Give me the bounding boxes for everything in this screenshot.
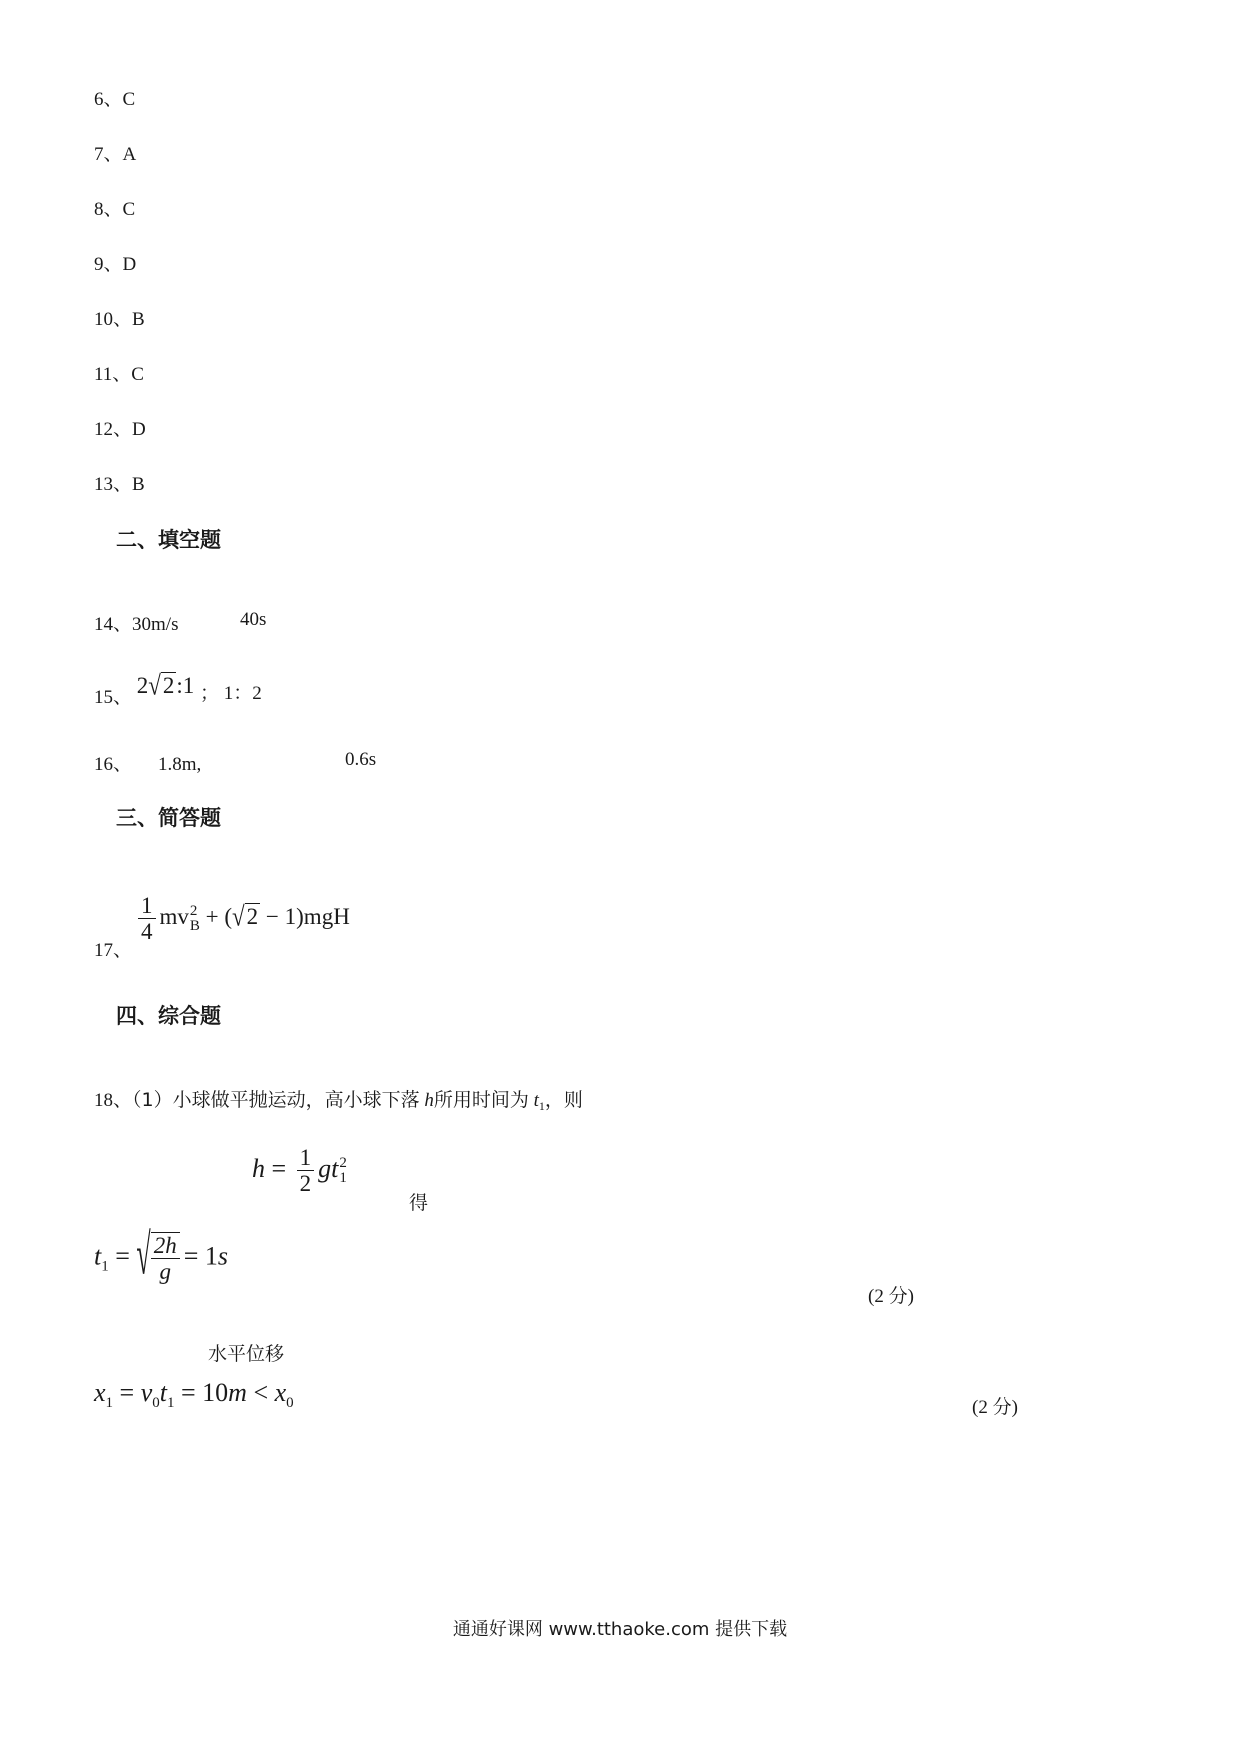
q15-number: 15、: [94, 687, 133, 708]
q16-number: 16、: [94, 754, 133, 775]
q15-ratio-expression: 2√2:1: [136, 670, 195, 701]
q15-second-ratio: 1：2: [223, 683, 262, 704]
q16-height: 1.8m,: [158, 754, 202, 775]
q14-answer: [94, 609, 178, 636]
page-footer: 通通好课网 www.tthaoke.com 提供下载: [452, 1619, 788, 1640]
q17-number: 17、: [94, 940, 133, 961]
answer-9: 9、D: [94, 254, 137, 275]
q18-horizontal-label: 水平位移: [208, 1343, 285, 1365]
answer-13: 13、B: [94, 474, 145, 495]
q18-intro: 18、（1）小球做平抛运动，高小球下落 h所用时间为 $t_1$，则: [94, 1089, 583, 1113]
q16-time: 0.6s: [345, 749, 377, 770]
answer-8: 8、C: [94, 199, 136, 220]
q14-speed: 30m/s: [132, 614, 179, 635]
answer-7: 7、A: [94, 144, 137, 165]
q18-equation-x: $x_1 = v_0t_1 = 10m < x_0$: [94, 1378, 294, 1411]
q17-expression: $\frac{1}{4}$ mv 2 B + (√2 − 1)mgH: [134, 893, 350, 945]
answer-6: 6、C: [94, 89, 136, 110]
q15-separator: ；: [200, 683, 220, 704]
section-heading-short-answer: 三、简答题: [116, 806, 221, 830]
q18-score-2: (2 分): [972, 1397, 1018, 1418]
answer-12: 12、D: [94, 419, 146, 440]
section-heading-fill-blank: 二、填空题: [116, 528, 221, 552]
q16-answer: [94, 749, 201, 776]
q14-time: 40s: [240, 609, 267, 630]
answer-10: 10、B: [94, 309, 145, 330]
q14-number: 14、: [94, 614, 133, 635]
answer-11: 11、C: [94, 364, 144, 385]
q15-answer: [94, 672, 262, 709]
q18-equation-h: h = $\frac{1}{2}$ gt 2 1: [252, 1145, 347, 1197]
q18-de: 得: [409, 1192, 429, 1214]
section-heading-comprehensive: 四、综合题: [116, 1004, 221, 1028]
q18-score-1: (2 分): [868, 1286, 914, 1307]
q18-equation-t: $t_1$ = √ $\frac{2h}{g}$ = 1s: [94, 1223, 228, 1288]
